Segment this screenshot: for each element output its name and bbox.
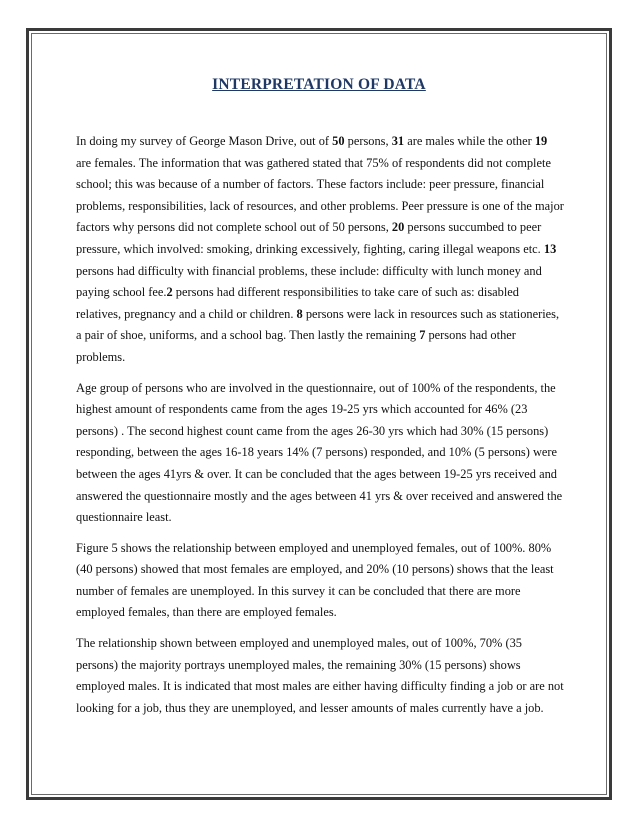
document-body (76, 131, 564, 728)
bold-count: 20 (391, 220, 405, 235)
bold-count: 19 (534, 134, 548, 148)
paragraph-females: Figure 5 shows the relationship between employed and unemployed females, out of 100%. 80% (40 persons) showed that most females are employed, and 20% (10 persons) shows that the least number of females are unemployed. In this survey it can be concluded that there are more employed females, than there are employed females. (76, 540, 554, 620)
bold-count: 2 (166, 285, 173, 300)
page-title: INTERPRETATION OF DATA (212, 76, 426, 93)
bold-count: 50 (332, 134, 345, 148)
bold-count: 7 (419, 328, 426, 343)
bold-count: 31 (391, 134, 405, 148)
paragraph-males: The relationship shown between employed and unemployed males, out of 100%, 70% (35 persons) the majority portrays unemployed males, the remaining 30% (15 persons) shows employed males. It is indicated that most males are either having difficulty finding a job or are not looking for a job, thus they are unemployed, and lesser amounts of males currently have a job. (76, 636, 564, 715)
bold-count: 8 (296, 306, 303, 321)
paragraph-age-group: Age group of persons who are involved in the questionnaire, out of 100% of the respondents, the highest amount of respondents came from the ages 19-25 yrs which accounted for 46% (23 persons) . The second highest count came from the ages 26-30 yrs which had 30% (15 persons) responding, between the ages 16-18 years 14% (7 persons) responded, and 10% (5 persons) were between the ages 41yrs & over. It can be concluded that the ages between 19-25 yrs received and answered the questionnaire mostly and the ages between 41 yrs & over received and answered the questionnaire least. (76, 380, 563, 525)
bold-count: 13 (543, 241, 557, 256)
paragraph-survey-overview: In doing my survey of George Mason Drive, out of 50 persons, 31 are males while the other 19 are females. The information that was gathered stated that 75% of respondents did not complete school; this was because of a number of factors. These factors include: peer pressure, financial problems, responsibilities, lack of resources, and other problems. Peer pressure is one of the major factors why persons did not complete school out of 50 persons, 20 persons succumbed to peer pressure, which involved: smoking, drinking excessively, fighting, caring illegal weapons etc. 13 persons had difficulty with financial problems, these include: difficulty with lunch money and paying school fee.2 persons had different responsibilities to take care of such as: disabled relatives, pregnancy and a child or children. 8 persons were lack in resources such as stationeries, a pair of shoe, uniforms, and a school bag. Then lastly the remaining 7 persons had other problems. (76, 134, 564, 364)
